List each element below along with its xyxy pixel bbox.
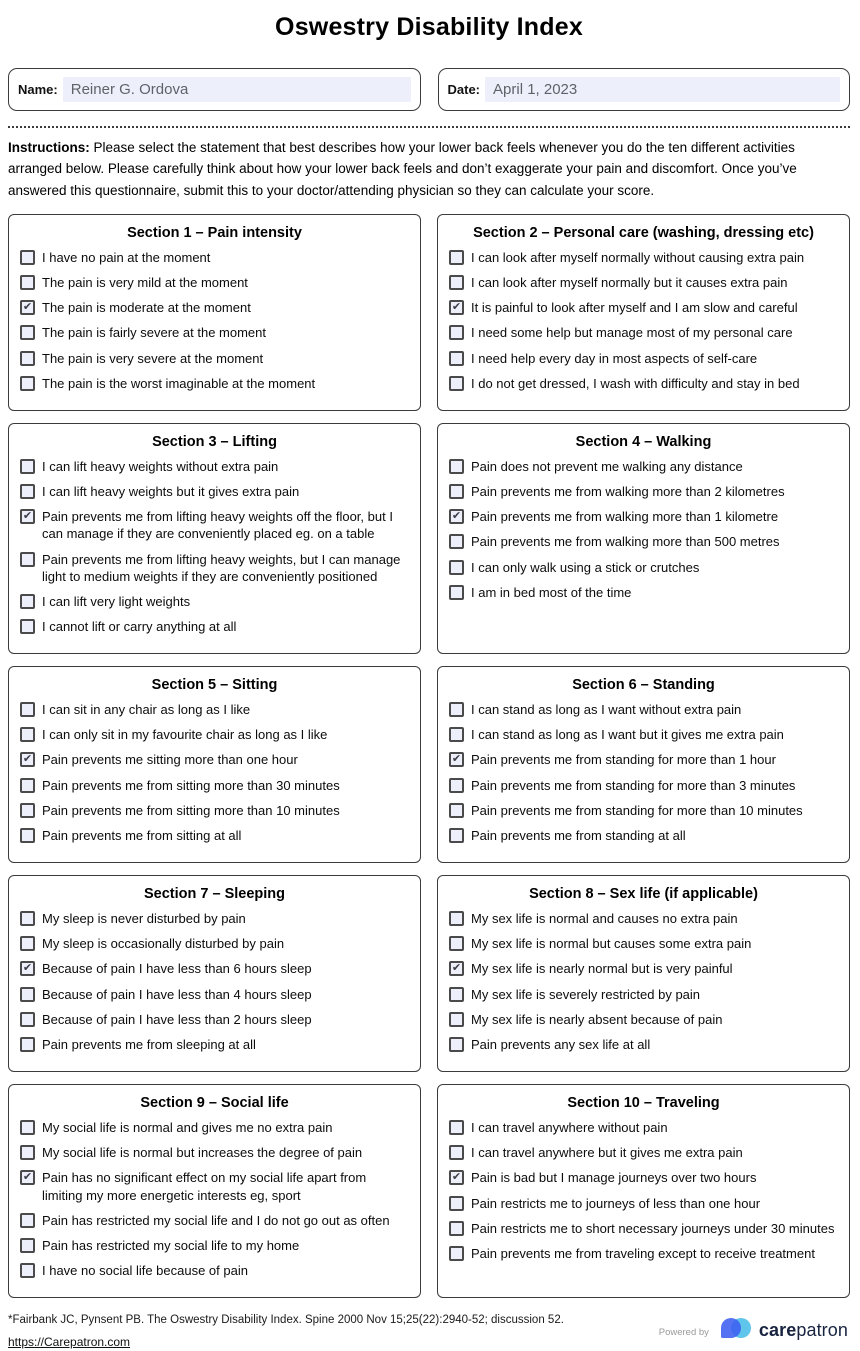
section-3-title: Section 3 – Lifting <box>152 433 277 450</box>
section-10-option-4-checkbox[interactable] <box>449 1196 464 1211</box>
section-9-option-2-checkbox[interactable] <box>20 1145 35 1160</box>
section-8-option-3-label: My sex life is nearly normal but is very painful <box>471 961 733 977</box>
section-8-option-5 <box>449 1011 838 1028</box>
section-4-option-1-label: Pain does not prevent me walking any distance <box>471 458 743 474</box>
section-7-option-4-label: Because of pain I have less than 4 hours sleep <box>42 986 312 1002</box>
section-3-option-2-label: I can lift heavy weights but it gives extra pain <box>42 484 300 500</box>
section-1-option-2-label: The pain is very mild at the moment <box>42 275 248 291</box>
section-5-option-6 <box>20 827 409 844</box>
section-1-option-4 <box>20 324 409 341</box>
section-3-option-6-checkbox[interactable] <box>20 619 35 634</box>
section-10-option-6-checkbox[interactable] <box>449 1246 464 1261</box>
section-4-option-2 <box>449 483 838 500</box>
footer <box>8 1312 850 1351</box>
section-5-option-3 <box>20 751 409 768</box>
section-9-option-3-label: Pain has no significant effect on my social life apart from limiting my more energetic interests eg, sport <box>42 1170 367 1203</box>
section-1-option-6-label: The pain is the worst imaginable at the moment <box>42 375 316 391</box>
section-3-option-4 <box>20 551 409 585</box>
section-7-option-5 <box>20 1011 409 1028</box>
section-9-option-5 <box>20 1237 409 1254</box>
section-1-option-6-checkbox[interactable] <box>20 376 35 391</box>
section-1-option-3-checkbox-checked[interactable]: ✔ <box>20 300 35 315</box>
section-1-option-5-label: The pain is very severe at the moment <box>42 350 264 366</box>
section-1-option-2 <box>20 274 409 291</box>
section-7-option-2-label: My sleep is occasionally disturbed by pain <box>42 936 285 952</box>
section-9-option-5-checkbox[interactable] <box>20 1238 35 1253</box>
instructions-label: Instructions: <box>8 140 90 155</box>
section-1-option-4-checkbox[interactable] <box>20 325 35 340</box>
section-10-title: Section 10 – Traveling <box>567 1095 720 1112</box>
section-box-8 <box>437 875 850 1072</box>
section-2-option-5 <box>449 350 838 367</box>
carepatron-link[interactable]: https://Carepatron.com <box>8 1335 131 1350</box>
section-6-option-6-label: Pain prevents me from standing at all <box>471 827 686 843</box>
section-9-option-6-checkbox[interactable] <box>20 1263 35 1278</box>
section-2-option-6 <box>449 375 838 392</box>
brand-patron: patron <box>796 1319 848 1340</box>
section-2-option-3-label: It is painful to look after myself and I am slow and careful <box>471 300 798 316</box>
section-10-option-1 <box>449 1119 838 1136</box>
section-9-option-6-label: I have no social life because of pain <box>42 1262 248 1278</box>
section-1-option-4-label: The pain is fairly severe at the moment <box>42 325 266 341</box>
section-5-option-5 <box>20 802 409 819</box>
section-8-option-4 <box>449 986 838 1003</box>
section-7-option-6-label: Pain prevents me from sleeping at all <box>42 1036 256 1052</box>
section-5-option-2-label: I can only sit in my favourite chair as long as I like <box>42 727 328 743</box>
section-7-option-5-checkbox[interactable] <box>20 1012 35 1027</box>
section-4-option-1-checkbox[interactable] <box>449 459 464 474</box>
section-5-option-3-checkbox-checked[interactable]: ✔ <box>20 752 35 767</box>
section-10-option-1-checkbox[interactable] <box>449 1120 464 1135</box>
section-6-option-5 <box>449 802 838 819</box>
section-9-option-1-checkbox[interactable] <box>20 1120 35 1135</box>
section-10-option-5-checkbox[interactable] <box>449 1221 464 1236</box>
section-3-option-6 <box>20 618 409 635</box>
section-3-option-3-checkbox-checked[interactable]: ✔ <box>20 509 35 524</box>
section-1-option-1-label: I have no pain at the moment <box>42 249 211 265</box>
section-5-option-4-label: Pain prevents me from sitting more than 30 minutes <box>42 777 340 793</box>
section-1-option-3 <box>20 299 409 316</box>
section-3-option-5-label: I can lift very light weights <box>42 593 191 609</box>
section-4-option-2-checkbox[interactable] <box>449 484 464 499</box>
footer-brand <box>659 1316 848 1344</box>
section-5-option-5-checkbox[interactable] <box>20 803 35 818</box>
instructions-text <box>8 137 850 201</box>
section-2-option-5-label: I need help every day in most aspects of self-care <box>471 350 758 366</box>
section-7-option-2 <box>20 935 409 952</box>
section-6-option-2-checkbox[interactable] <box>449 727 464 742</box>
section-2-option-1 <box>449 249 838 266</box>
section-10-option-6 <box>449 1245 838 1262</box>
section-9-option-4-checkbox[interactable] <box>20 1213 35 1228</box>
section-2-title: Section 2 – Personal care (washing, dressing etc) <box>473 224 814 241</box>
section-9-option-4-label: Pain has restricted my social life and I do not go out as often <box>42 1212 390 1228</box>
section-4-option-2-label: Pain prevents me from walking more than 2 kilometres <box>471 484 785 500</box>
section-7-option-1-label: My sleep is never disturbed by pain <box>42 911 246 927</box>
section-4-option-3-label: Pain prevents me from walking more than 1 kilometre <box>471 509 779 525</box>
section-2-option-4 <box>449 324 838 341</box>
section-4-option-3 <box>449 508 838 525</box>
section-8-option-3 <box>449 960 838 977</box>
section-1-option-1-checkbox[interactable] <box>20 250 35 265</box>
instructions-body: Please select the statement that best describes how your lower back feels whenever you do the ten different activities arranged below. Please carefully think about how your lower back feels and don’t exaggerate your pain and discomfort. Once you’ve answered this questionnaire, submit this to your doctor/attending physician so they can calculate your score. <box>8 140 797 198</box>
section-5-option-1-checkbox[interactable] <box>20 702 35 717</box>
section-6-option-3 <box>449 751 838 768</box>
section-9-option-6 <box>20 1262 409 1279</box>
section-8-option-6 <box>449 1036 838 1053</box>
section-5-option-5-label: Pain prevents me from sitting more than 10 minutes <box>42 802 340 818</box>
section-9-option-4 <box>20 1212 409 1229</box>
brand-care: care <box>758 1319 797 1340</box>
section-9-title: Section 9 – Social life <box>140 1095 289 1112</box>
section-5-option-4-checkbox[interactable] <box>20 778 35 793</box>
section-1-title: Section 1 – Pain intensity <box>127 224 302 241</box>
section-3-option-1-label: I can lift heavy weights without extra pain <box>42 458 279 474</box>
section-2-option-1-label: I can look after myself normally without causing extra pain <box>471 249 805 265</box>
section-10-option-4-label: Pain restricts me to journeys of less than one hour <box>471 1195 761 1211</box>
section-1-option-6 <box>20 375 409 392</box>
section-7-option-3 <box>20 960 409 977</box>
section-3-option-4-label: Pain prevents me from lifting heavy weights, but I can manage light to medium weights if they are conveniently positioned <box>42 551 401 584</box>
section-box-6 <box>437 666 850 863</box>
section-2-option-3 <box>449 299 838 316</box>
section-8-option-1-label: My sex life is normal and causes no extra pain <box>471 911 738 927</box>
section-2-option-1-checkbox[interactable] <box>449 250 464 265</box>
section-6-option-4 <box>449 777 838 794</box>
section-7-option-4 <box>20 986 409 1003</box>
section-2-option-6-label: I do not get dressed, I wash with difficulty and stay in bed <box>471 375 800 391</box>
section-9-option-5-label: Pain has restricted my social life to my home <box>42 1237 300 1253</box>
section-2-option-3-checkbox-checked[interactable]: ✔ <box>449 300 464 315</box>
section-8-option-6-label: Pain prevents any sex life at all <box>471 1036 651 1052</box>
section-7-option-6 <box>20 1036 409 1053</box>
section-box-9 <box>8 1084 421 1298</box>
citation-text: *Fairbank JC, Pynsent PB. The Oswestry Disability Index. Spine 2000 Nov 15;25(22):2940-52; discussion 52. <box>8 1314 564 1327</box>
section-4-option-4-checkbox[interactable] <box>449 534 464 549</box>
section-4-option-3-checkbox-checked[interactable]: ✔ <box>449 509 464 524</box>
section-1-option-1 <box>20 249 409 266</box>
section-4-option-4-label: Pain prevents me from walking more than 500 metres <box>471 534 780 550</box>
date-field-box <box>438 68 851 111</box>
section-6-option-1 <box>449 701 838 718</box>
name-input[interactable]: Reiner G. Ordova <box>63 77 411 102</box>
section-4-option-5-checkbox[interactable] <box>449 560 464 575</box>
section-8-option-1-checkbox[interactable] <box>449 911 464 926</box>
section-10-option-4 <box>449 1195 838 1212</box>
section-8-option-2-label: My sex life is normal but causes some extra pain <box>471 936 752 952</box>
section-box-5 <box>8 666 421 863</box>
section-box-1 <box>8 214 421 411</box>
section-1-option-5-checkbox[interactable] <box>20 351 35 366</box>
section-10-option-1-label: I can travel anywhere without pain <box>471 1120 668 1136</box>
section-8-title: Section 8 – Sex life (if applicable) <box>529 886 758 903</box>
section-8-option-2 <box>449 935 838 952</box>
section-10-option-3-checkbox-checked[interactable]: ✔ <box>449 1170 464 1185</box>
section-box-10 <box>437 1084 850 1298</box>
section-10-option-5 <box>449 1220 838 1237</box>
section-3-option-1 <box>20 458 409 475</box>
section-9-option-3-checkbox-checked[interactable]: ✔ <box>20 1170 35 1185</box>
section-3-option-3-label: Pain prevents me from lifting heavy weights off the floor, but I can manage if they are conveniently placed eg. on a table <box>42 509 393 542</box>
date-input[interactable]: April 1, 2023 <box>485 77 840 102</box>
powered-by-label: Powered by <box>658 1326 709 1338</box>
section-2-option-5-checkbox[interactable] <box>449 351 464 366</box>
carepatron-logo-icon <box>719 1316 753 1344</box>
date-label: Date: <box>447 82 481 97</box>
section-10-option-3 <box>449 1169 838 1186</box>
section-6-option-3-checkbox-checked[interactable]: ✔ <box>449 752 464 767</box>
section-4-option-6-checkbox[interactable] <box>449 585 464 600</box>
section-5-title: Section 5 – Sitting <box>151 677 278 694</box>
section-10-option-6-label: Pain prevents me from traveling except to receive treatment <box>471 1245 815 1261</box>
section-4-option-5-label: I can only walk using a stick or crutches <box>471 559 700 575</box>
section-4-option-4 <box>449 533 838 550</box>
section-5-option-6-checkbox[interactable] <box>20 828 35 843</box>
footer-left <box>8 1312 564 1351</box>
section-10-option-2 <box>449 1144 838 1161</box>
section-7-title: Section 7 – Sleeping <box>143 886 285 903</box>
section-7-option-5-label: Because of pain I have less than 2 hours sleep <box>42 1011 312 1027</box>
section-1-option-5 <box>20 350 409 367</box>
section-6-option-5-label: Pain prevents me from standing for more than 10 minutes <box>471 802 803 818</box>
section-box-3 <box>8 423 421 654</box>
section-3-option-6-label: I cannot lift or carry anything at all <box>42 619 237 635</box>
section-box-7 <box>8 875 421 1072</box>
section-8-option-6-checkbox[interactable] <box>449 1037 464 1052</box>
section-2-option-6-checkbox[interactable] <box>449 376 464 391</box>
section-4-title: Section 4 – Walking <box>575 433 712 450</box>
section-box-2 <box>437 214 850 411</box>
section-1-option-2-checkbox[interactable] <box>20 275 35 290</box>
section-8-option-5-label: My sex life is nearly absent because of pain <box>471 1011 723 1027</box>
section-9-option-1-label: My social life is normal and gives me no extra pain <box>42 1120 333 1136</box>
section-6-option-4-label: Pain prevents me from standing for more than 3 minutes <box>471 777 796 793</box>
section-6-option-1-label: I can stand as long as I want without extra pain <box>471 702 742 718</box>
section-6-option-3-label: Pain prevents me from standing for more than 1 hour <box>471 752 776 768</box>
section-8-option-4-label: My sex life is severely restricted by pain <box>471 986 701 1002</box>
patient-fields-row <box>8 68 850 111</box>
section-7-option-2-checkbox[interactable] <box>20 936 35 951</box>
section-3-option-5-checkbox[interactable] <box>20 594 35 609</box>
section-6-option-6 <box>449 827 838 844</box>
section-box-4 <box>437 423 850 654</box>
dotted-divider <box>8 126 850 128</box>
section-7-option-1 <box>20 910 409 927</box>
section-5-option-2-checkbox[interactable] <box>20 727 35 742</box>
section-2-option-2-label: I can look after myself normally but it causes extra pain <box>471 275 788 291</box>
section-3-option-2 <box>20 483 409 500</box>
section-2-option-4-label: I need some help but manage most of my personal care <box>471 325 793 341</box>
section-9-option-3 <box>20 1169 409 1203</box>
section-5-option-1 <box>20 701 409 718</box>
section-5-option-2 <box>20 726 409 743</box>
section-6-option-2-label: I can stand as long as I want but it gives me extra pain <box>471 727 784 743</box>
section-3-option-3 <box>20 508 409 542</box>
sections-grid <box>8 214 850 1298</box>
section-8-option-3-checkbox-checked[interactable]: ✔ <box>449 961 464 976</box>
section-9-option-2 <box>20 1144 409 1161</box>
section-5-option-4 <box>20 777 409 794</box>
name-field-box <box>8 68 421 111</box>
carepatron-wordmark <box>759 1320 848 1341</box>
section-4-option-6-label: I am in bed most of the time <box>471 584 632 600</box>
section-7-option-4-checkbox[interactable] <box>20 987 35 1002</box>
section-6-option-5-checkbox[interactable] <box>449 803 464 818</box>
section-6-option-1-checkbox[interactable] <box>449 702 464 717</box>
section-10-option-2-label: I can travel anywhere but it gives me extra pain <box>471 1145 743 1161</box>
section-9-option-1 <box>20 1119 409 1136</box>
section-5-option-1-label: I can sit in any chair as long as I like <box>42 702 251 718</box>
page-title: Oswestry Disability Index <box>275 13 583 41</box>
section-3-option-4-checkbox[interactable] <box>20 552 35 567</box>
section-3-option-2-checkbox[interactable] <box>20 484 35 499</box>
section-4-option-1 <box>449 458 838 475</box>
section-10-option-3-label: Pain is bad but I manage journeys over two hours <box>471 1170 757 1186</box>
section-9-option-2-label: My social life is normal but increases the degree of pain <box>42 1145 363 1161</box>
section-7-option-3-checkbox-checked[interactable]: ✔ <box>20 961 35 976</box>
section-7-option-3-label: Because of pain I have less than 6 hours sleep <box>42 961 312 977</box>
section-6-option-4-checkbox[interactable] <box>449 778 464 793</box>
section-4-option-6 <box>449 584 838 601</box>
section-8-option-2-checkbox[interactable] <box>449 936 464 951</box>
section-5-option-3-label: Pain prevents me sitting more than one hour <box>42 752 298 768</box>
section-2-option-2 <box>449 274 838 291</box>
name-label: Name: <box>18 82 58 97</box>
section-7-option-6-checkbox[interactable] <box>20 1037 35 1052</box>
section-6-option-6-checkbox[interactable] <box>449 828 464 843</box>
section-2-option-4-checkbox[interactable] <box>449 325 464 340</box>
section-6-title: Section 6 – Standing <box>572 677 715 694</box>
section-5-option-6-label: Pain prevents me from sitting at all <box>42 827 242 843</box>
section-4-option-5 <box>449 559 838 576</box>
section-10-option-5-label: Pain restricts me to short necessary journeys under 30 minutes <box>471 1220 835 1236</box>
section-3-option-5 <box>20 593 409 610</box>
section-8-option-4-checkbox[interactable] <box>449 987 464 1002</box>
section-10-option-2-checkbox[interactable] <box>449 1145 464 1160</box>
section-1-option-3-label: The pain is moderate at the moment <box>42 300 251 316</box>
section-6-option-2 <box>449 726 838 743</box>
section-7-option-1-checkbox[interactable] <box>20 911 35 926</box>
section-3-option-1-checkbox[interactable] <box>20 459 35 474</box>
section-8-option-5-checkbox[interactable] <box>449 1012 464 1027</box>
section-2-option-2-checkbox[interactable] <box>449 275 464 290</box>
section-8-option-1 <box>449 910 838 927</box>
